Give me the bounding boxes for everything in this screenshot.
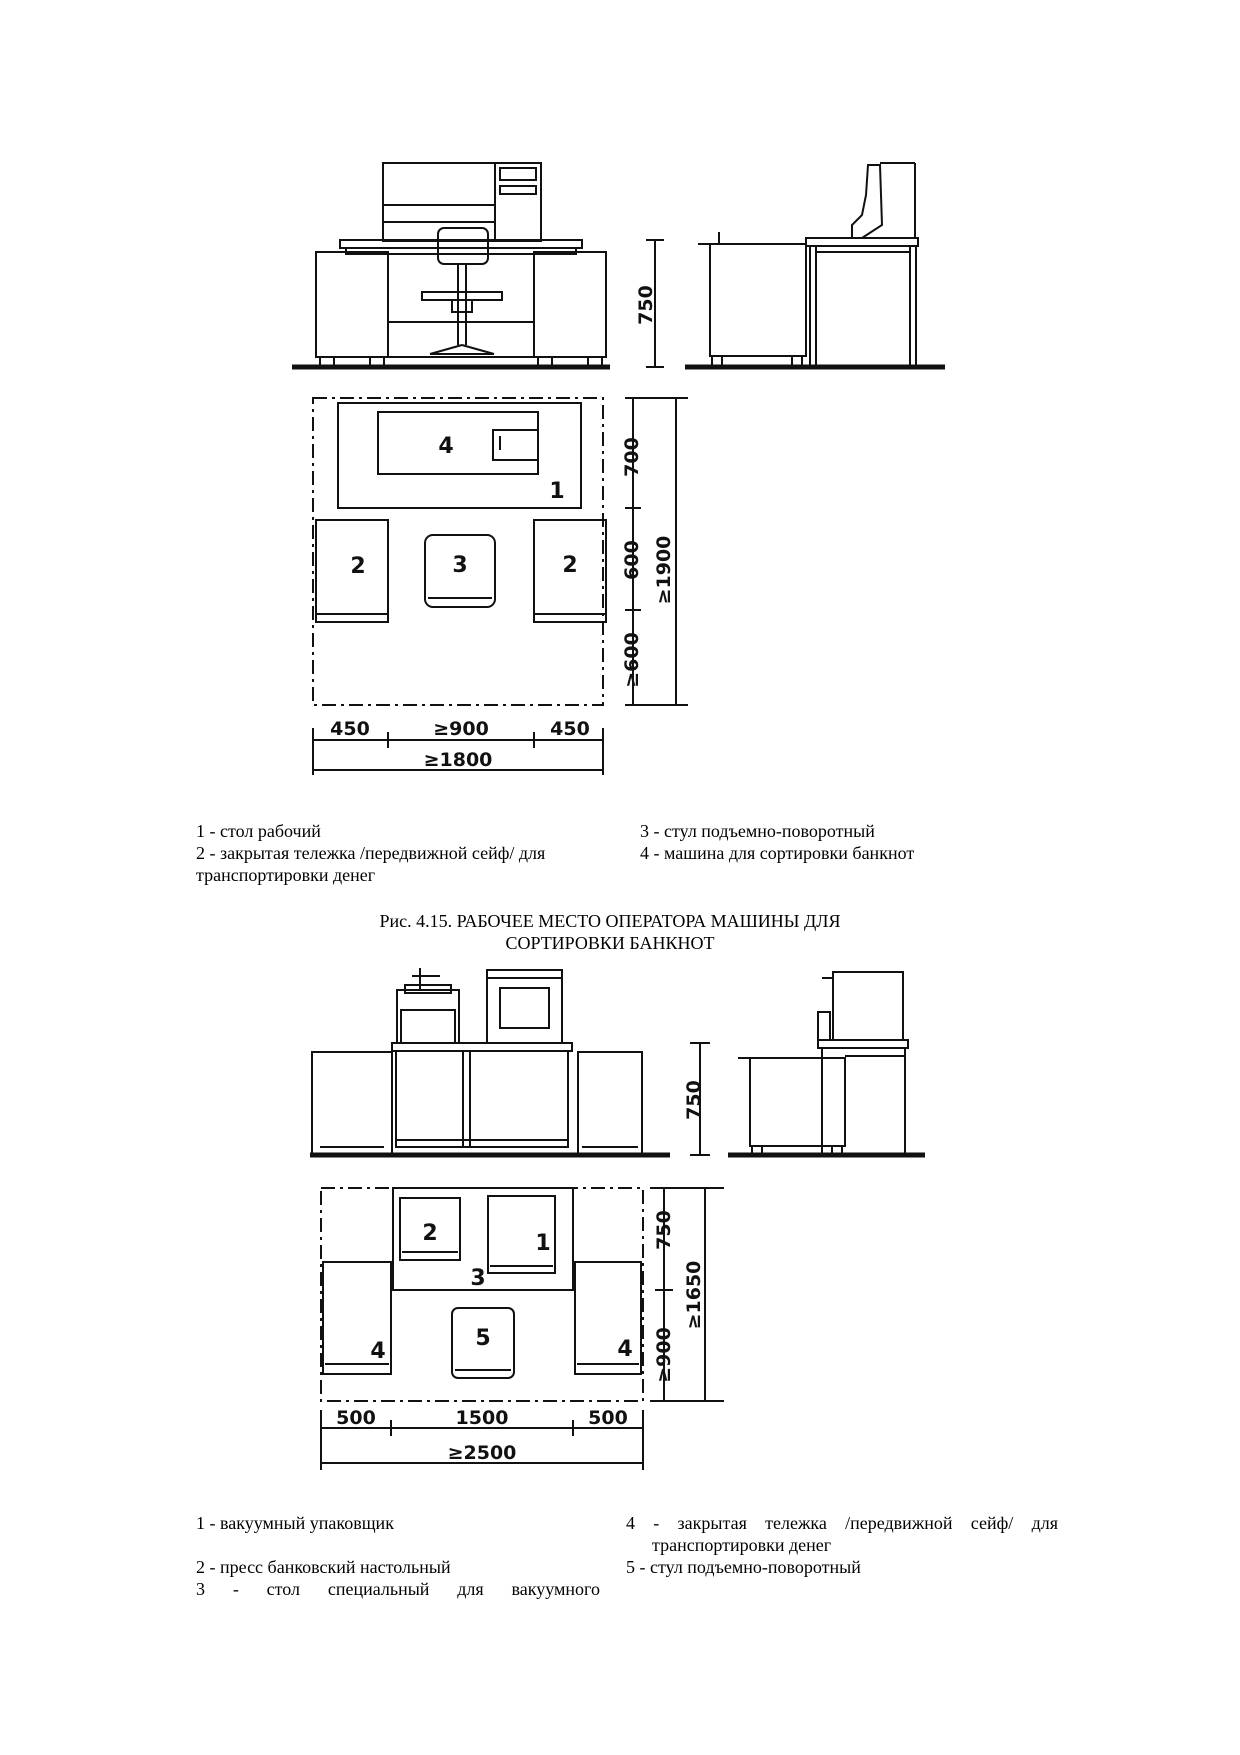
fig2-dim-width-right: 500	[588, 1407, 628, 1429]
fig1-label-cart-right: 2	[562, 553, 578, 578]
fig1-dim-depth-free: ≥600	[621, 632, 643, 688]
fig1-plan-view	[313, 398, 606, 705]
fig2-label-cart-right: 4	[617, 1337, 633, 1362]
fig2-dim-width-total: ≥2500	[447, 1442, 517, 1464]
fig1-caption-line2: СОРТИРОВКИ БАНКНОТ	[505, 933, 715, 953]
fig1-dim-width-mid: ≥900	[433, 718, 489, 740]
fig1-legend-item2-line1: 2 - закрытая тележка /передвижной сейф/ для	[196, 843, 546, 863]
fig1-legend-item4: 4 - машина для сортировки банкнот	[640, 843, 915, 863]
fig1-dim-width-left: 450	[330, 718, 370, 740]
fig2-legend-item5: 5 - стул подъемно-поворотный	[626, 1557, 861, 1577]
fig1-legend-item2-line2: транспортировки денег	[196, 865, 376, 885]
fig1-label-machine: 4	[438, 434, 454, 459]
fig2-dim-width-mid: 1500	[455, 1407, 509, 1429]
fig2-dim-height: 750	[683, 1080, 705, 1120]
fig1-legend-item3: 3 - стул подъемно-поворотный	[640, 821, 875, 841]
fig2-side-elevation	[728, 972, 925, 1155]
fig2-label-press: 2	[422, 1221, 438, 1246]
fig1-label-cart-left: 2	[350, 554, 366, 579]
fig1-dim-height: 750	[635, 285, 657, 325]
fig1-dim-width-right: 450	[550, 718, 590, 740]
fig2-dim-depth-free: ≥900	[653, 1327, 675, 1383]
fig2-label-table: 3	[470, 1266, 486, 1291]
fig2-label-chair: 5	[475, 1326, 491, 1351]
fig1-label-table: 1	[549, 479, 565, 504]
fig1-side-elevation	[685, 163, 945, 367]
fig2-dim-depth-total: ≥1650	[683, 1260, 705, 1330]
fig2-legend-item4-line2: транспортировки денег	[652, 1535, 832, 1555]
fig2-dim-depth-table: 750	[653, 1210, 675, 1250]
fig2-legend-item2: 2 - пресс банковский настольный	[196, 1557, 451, 1577]
fig2-legend-item3: 3 - стол специальный для вакуумного	[196, 1579, 600, 1599]
fig2-label-cart-left: 4	[370, 1339, 386, 1364]
fig1-dim-depth-cart: 600	[621, 540, 643, 580]
fig1-dim-depth-table: 700	[621, 437, 643, 477]
fig2-legend-item4-line1: 4 - закрытая тележка /передвижной сейф/ для	[626, 1513, 1058, 1533]
fig1-dim-width-total: ≥1800	[423, 749, 493, 771]
fig1-front-elevation	[292, 163, 610, 367]
fig1-label-chair: 3	[452, 553, 468, 578]
fig2-dim-width-left: 500	[336, 1407, 376, 1429]
fig2-legend-item1: 1 - вакуумный упаковщик	[196, 1513, 394, 1533]
fig2-label-packer: 1	[535, 1231, 551, 1256]
fig1-caption-line1: Рис. 4.15. РАБОЧЕЕ МЕСТО ОПЕРАТОРА МАШИНЫ ДЛЯ	[379, 911, 841, 931]
fig1-dim-depth-total: ≥1900	[653, 535, 675, 605]
fig2-plan-view	[321, 1188, 643, 1401]
fig1-legend-item1: 1 - стол рабочий	[196, 821, 321, 841]
fig2-front-elevation	[310, 968, 670, 1155]
